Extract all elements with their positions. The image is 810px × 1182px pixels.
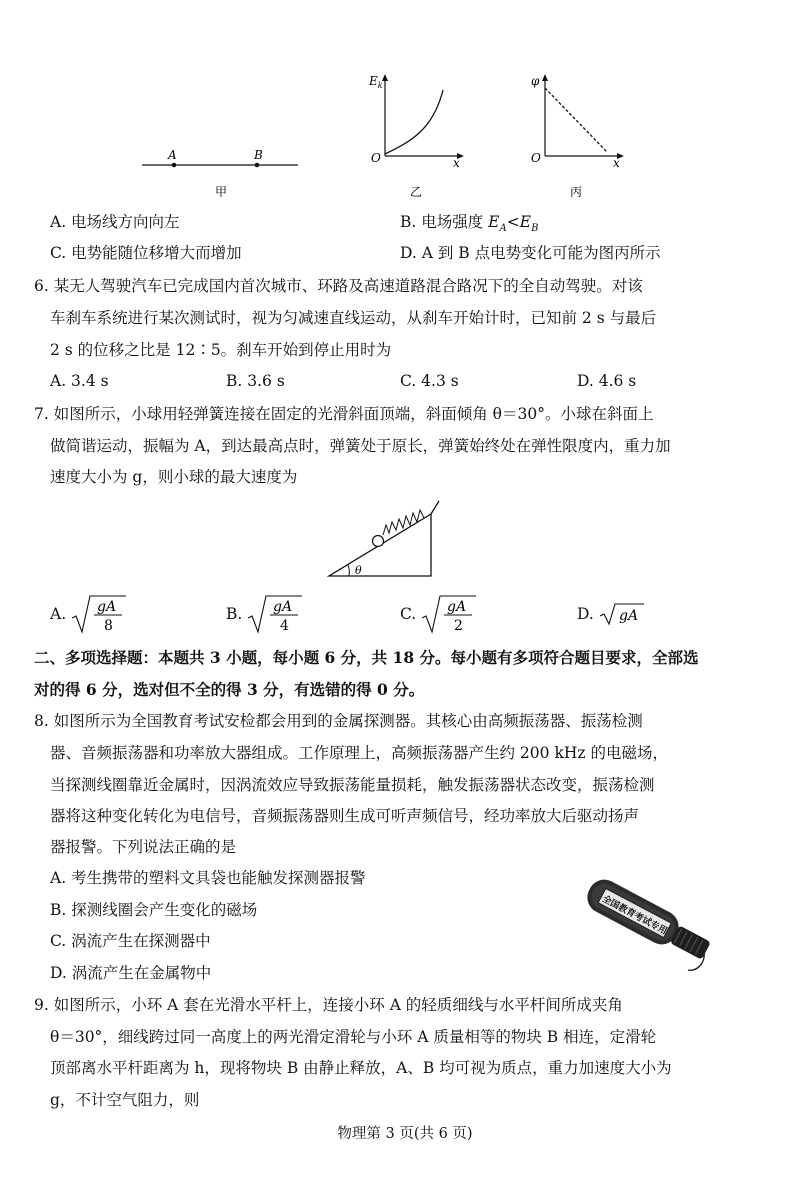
q7-line-2: 做简谐运动，振幅为 A，到达最高点时，弹簧处于原长，弹簧始终处在弹性限度内，重力加 bbox=[50, 437, 671, 455]
q7-line-3: 速度大小为 g，则小球的最大速度为 bbox=[50, 468, 298, 486]
svg-text:gA: gA bbox=[618, 608, 638, 624]
svg-text:gA: gA bbox=[447, 599, 467, 615]
q8-line-5: 器报警。下列说法正确的是 bbox=[50, 838, 237, 856]
q7-option-d bbox=[577, 592, 648, 636]
q6-line-1: 6. 某无人驾驶汽车已完成国内首次城市、环路及高速道路混合路况下的全自动驾驶。对该 bbox=[34, 277, 643, 295]
q5-option-a: A. 电场线方向向左 bbox=[50, 213, 180, 231]
q5-option-b-prefix: B. 电场强度 bbox=[400, 213, 489, 231]
svg-text:2: 2 bbox=[454, 618, 464, 634]
point-a-label: A bbox=[168, 148, 177, 162]
q9-line-1: 9. 如图所示，小环 A 套在光滑水平杆上，连接小环 A 的轻质细线与水平杆间所成夹角 bbox=[34, 996, 623, 1014]
q5-option-b-lt: < bbox=[506, 213, 520, 231]
page-footer: 物理第 3 页(共 6 页) bbox=[337, 1126, 473, 1142]
figure-bing-caption: 丙 bbox=[570, 185, 583, 199]
figure-jia-caption: 甲 bbox=[215, 185, 228, 199]
sqrt-expression bbox=[598, 592, 648, 636]
q5-option-c: C. 电势能随位移增大而增加 bbox=[50, 244, 242, 262]
q9-line-4: g，不计空气阻力，则 bbox=[50, 1091, 200, 1109]
q6-option-c: C. 4.3 s bbox=[400, 372, 459, 390]
q8-option-b: B. 探测线圈会产生变化的磁场 bbox=[50, 901, 258, 919]
sqrt-expression bbox=[420, 592, 478, 636]
figure-bing-phi-graph bbox=[525, 68, 635, 203]
q7-line-1: 7. 如图所示，小球用轻弹簧连接在固定的光滑斜面顶端，斜面倾角 θ＝30°。小球在斜面上 bbox=[34, 405, 654, 423]
bing-origin-label: O bbox=[531, 151, 541, 165]
sqrt-expression bbox=[246, 592, 304, 636]
q6-line-2: 车刹车系统进行某次测试时，视为匀减速直线运动，从刹车开始计时，已知前 2 s 与最后 bbox=[50, 309, 657, 327]
q6-option-b: B. 3.6 s bbox=[226, 372, 285, 390]
q7-option-d-letter: D. bbox=[577, 605, 594, 623]
q8-option-d: D. 涡流产生在金属物中 bbox=[50, 964, 212, 982]
yi-x-axis-label: x bbox=[453, 156, 460, 170]
q5-option-b-e1: E bbox=[488, 213, 500, 231]
figure-incline-spring bbox=[325, 494, 445, 584]
section2-line-2: 对的得 6 分，选对但不全的得 3 分，有选错的得 0 分。 bbox=[34, 680, 425, 699]
q5-option-b-s1: A bbox=[499, 223, 507, 235]
q7-option-c bbox=[400, 592, 478, 636]
q7-option-c-letter: C. bbox=[400, 605, 417, 623]
yi-origin-label: O bbox=[371, 151, 381, 165]
svg-text:8: 8 bbox=[104, 618, 114, 634]
q7-option-a bbox=[50, 592, 128, 636]
q9-line-2: θ＝30°，细线跨过同一高度上的两光滑定滑轮与小环 A 质量相等的物块 B 相连，定滑轮 bbox=[50, 1028, 657, 1046]
q6-line-3: 2 s 的位移之比是 12∶5。刹车开始到停止用时为 bbox=[50, 341, 392, 359]
section2-line-1: 二、多项选择题：本题共 3 小题，每小题 6 分，共 18 分。每小题有多项符合题目要求，全部选 bbox=[34, 648, 699, 667]
point-b-label: B bbox=[254, 148, 263, 162]
detector-label: 全国教育考试专用 bbox=[600, 894, 669, 937]
q9-line-3: 顶部离水平杆距离为 h，现将物块 B 由静止释放，A、B 均可视为质点，重力加速度大小为 bbox=[50, 1059, 672, 1077]
yi-y-axis-label: $E_k$ bbox=[369, 74, 383, 90]
q5-option-b-e2: E bbox=[519, 213, 532, 231]
q8-line-4: 器将这种变化转化为电信号，音频振荡器则生成可听声频信号，经功率放大后驱动扬声 bbox=[50, 807, 640, 825]
svg-text:4: 4 bbox=[280, 618, 290, 634]
q7-option-b bbox=[226, 592, 304, 636]
q5-option-b-s2: B bbox=[531, 223, 539, 235]
figure-yi-ek-graph bbox=[365, 68, 475, 203]
svg-text:gA: gA bbox=[273, 599, 293, 615]
q7-option-a-letter: A. bbox=[50, 605, 67, 623]
q7-option-b-letter: B. bbox=[226, 605, 243, 623]
metal-detector-image bbox=[578, 860, 718, 980]
sqrt-expression bbox=[70, 592, 128, 636]
q5-option-d: D. A 到 B 点电势变化可能为图丙所示 bbox=[400, 244, 661, 262]
bing-y-axis-label: φ bbox=[531, 74, 540, 88]
svg-text:gA: gA bbox=[97, 599, 117, 615]
q6-option-d: D. 4.6 s bbox=[577, 372, 637, 390]
q8-line-3: 当探测线圈靠近金属时，因涡流效应导致振荡能量损耗，触发振荡器状态改变，振荡检测 bbox=[50, 776, 655, 794]
q6-option-a: A. 3.4 s bbox=[50, 372, 109, 390]
q8-option-c: C. 涡流产生在探测器中 bbox=[50, 932, 211, 950]
figure-yi-caption: 乙 bbox=[410, 185, 423, 199]
q8-line-2: 器、音频振荡器和功率放大器组成。工作原理上，高频振荡器产生约 200 kHz 的电磁场， bbox=[50, 744, 668, 762]
figure-jia bbox=[130, 130, 310, 200]
q8-option-a: A. 考生携带的塑料文具袋也能触发探测器报警 bbox=[50, 869, 366, 887]
incline-angle-label: θ bbox=[355, 564, 362, 577]
q8-line-1: 8. 如图所示为全国教育考试安检都会用到的金属探测器。其核心由高频振荡器、振荡检测 bbox=[34, 712, 643, 730]
bing-x-axis-label: x bbox=[613, 156, 620, 170]
